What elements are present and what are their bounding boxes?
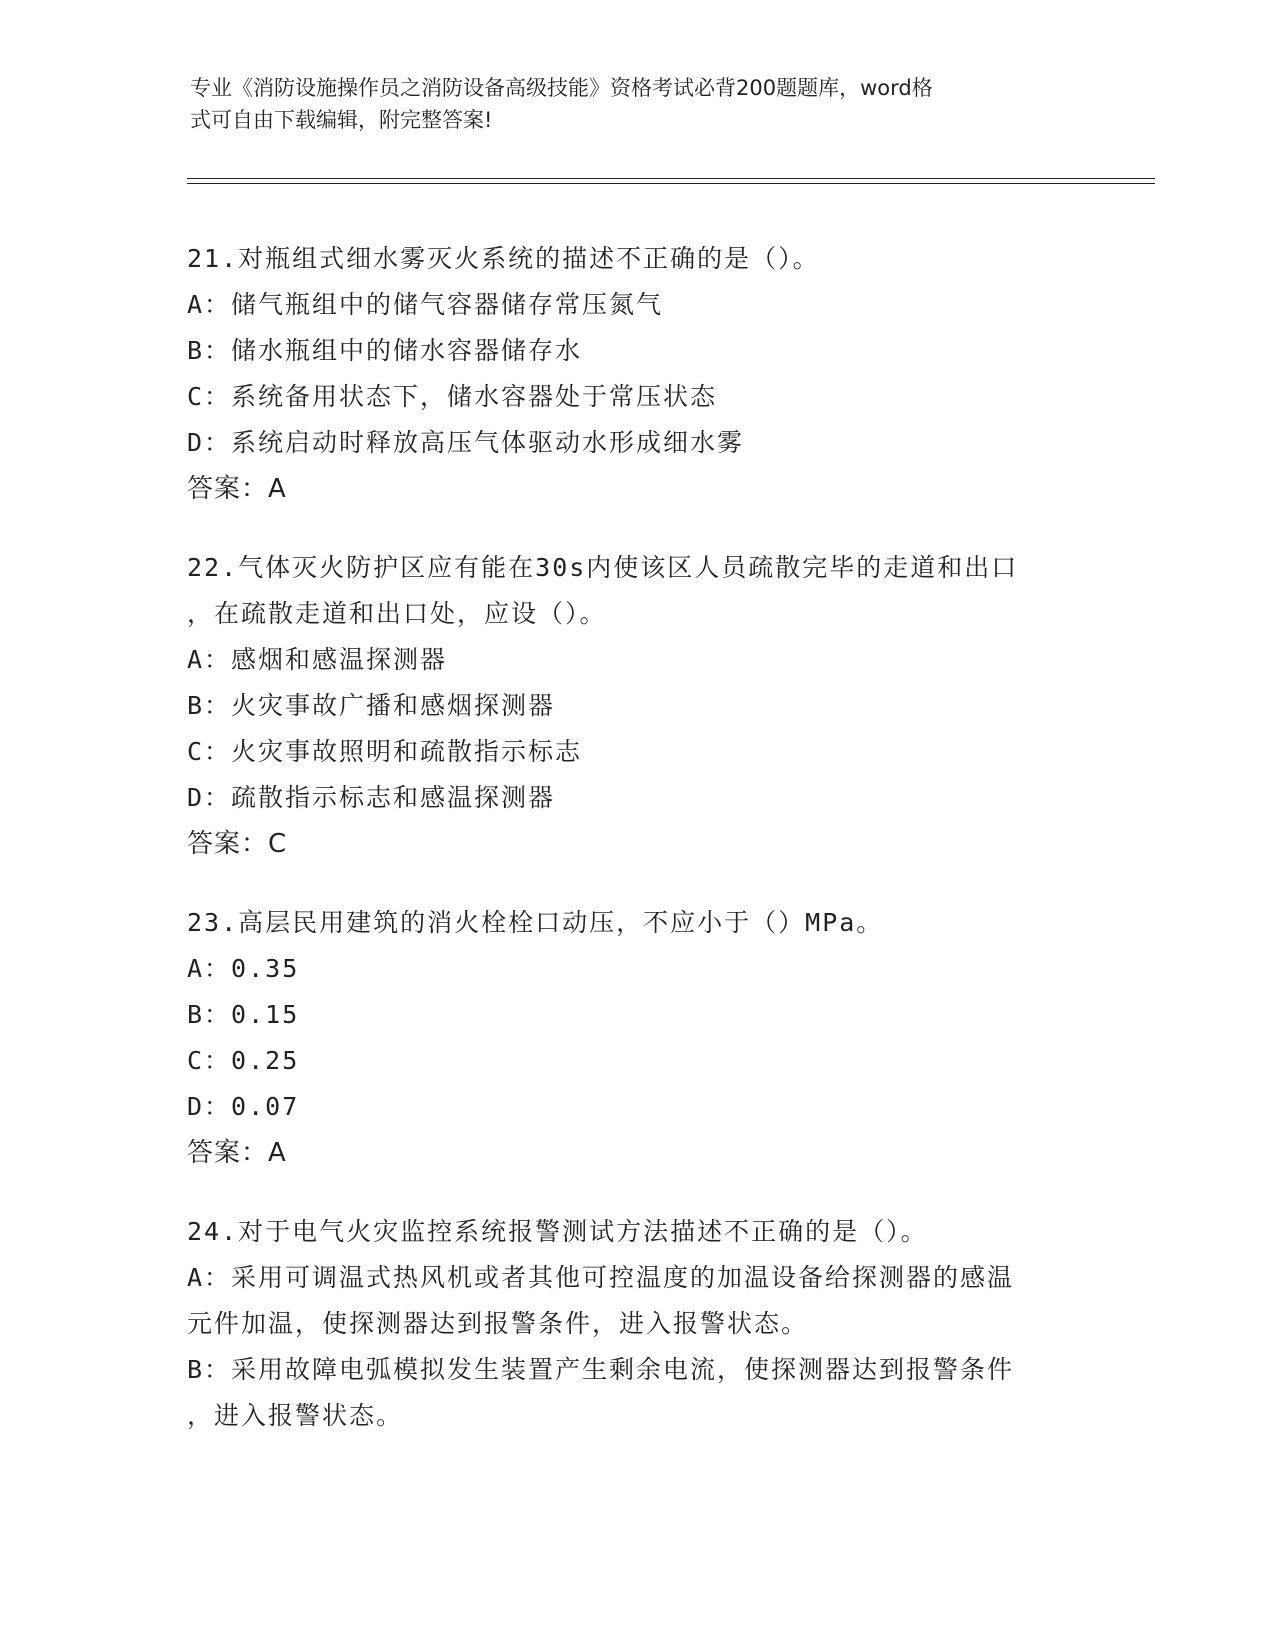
header-divider [187, 183, 1155, 184]
option-a: A：0.35 [187, 954, 300, 983]
option-b: B：火灾事故广播和感烟探测器 [187, 691, 556, 720]
option-c: C：0.25 [187, 1046, 300, 1075]
question-22 [187, 545, 1087, 867]
option-b: B：储水瓶组中的储水容器储存水 [187, 336, 583, 365]
option-b: ，进入报警状态。 [187, 1401, 404, 1430]
question-list [187, 236, 1087, 1472]
header-divider [187, 178, 1155, 179]
option-d: D：0.07 [187, 1092, 300, 1121]
question-stem: ，在疏散走道和出口处，应设（）。 [187, 599, 607, 628]
option-d: D：系统启动时释放高压气体驱动水形成细水雾 [187, 428, 745, 457]
option-a: 元件加温，使探测器达到报警条件，进入报警状态。 [187, 1309, 809, 1338]
option-c: C：系统备用状态下，储水容器处于常压状态 [187, 382, 718, 411]
answer: 答案：A [187, 1138, 287, 1168]
option-d: D：疏散指示标志和感温探测器 [187, 783, 556, 812]
header-line: 专业《消防设施操作员之消防设备高级技能》资格考试必背200题题库，word格 [190, 76, 933, 100]
option-a: A：采用可调温式热风机或者其他可控温度的加温设备给探测器的感温 [187, 1263, 1015, 1292]
option-b: B：采用故障电弧模拟发生装置产生剩余电流，使探测器达到报警条件 [187, 1355, 1015, 1384]
question-stem: 21.对瓶组式细水雾灭火系统的描述不正确的是（）。 [187, 244, 820, 273]
answer: 答案：C [187, 829, 288, 859]
header-line: 式可自由下载编辑，附完整答案! [190, 108, 493, 132]
question-stem: 22.气体灭火防护区应有能在30s内使该区人员疏散完毕的走道和出口 [187, 553, 1019, 582]
option-a: A：储气瓶组中的储气容器储存常压氮气 [187, 290, 664, 319]
answer: 答案：A [187, 474, 287, 504]
option-c: C：火灾事故照明和疏散指示标志 [187, 737, 583, 766]
document-header [190, 72, 1090, 136]
question-stem: 24.对于电气火灾监控系统报警测试方法描述不正确的是（）。 [187, 1217, 928, 1246]
option-a: A：感烟和感温探测器 [187, 645, 448, 674]
option-b: B：0.15 [187, 1000, 300, 1029]
question-24 [187, 1209, 1087, 1439]
question-stem: 23.高层民用建筑的消火栓栓口动压，不应小于（）MPa。 [187, 908, 884, 937]
question-23 [187, 900, 1087, 1176]
question-21 [187, 236, 1087, 512]
